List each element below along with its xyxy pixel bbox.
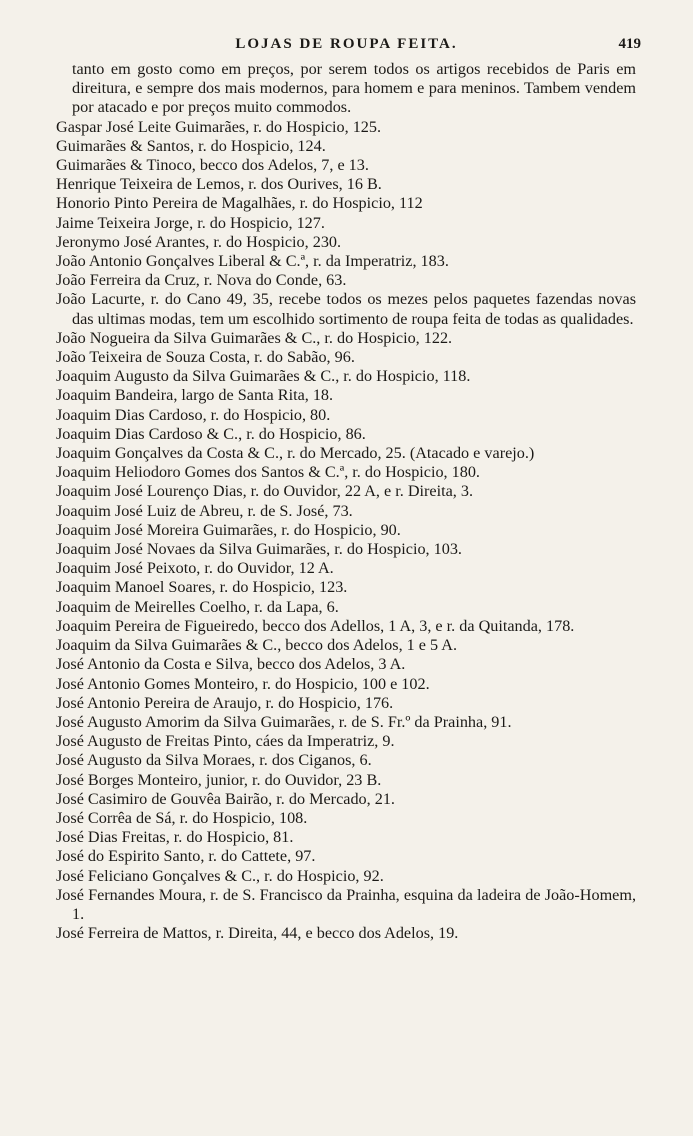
- list-item: João Antonio Gonçalves Liberal & C.ª, r. da Imperatriz, 183.: [56, 252, 449, 271]
- list-item: Joaquim José Peixoto, r. do Ouvidor, 12 A.: [56, 559, 334, 578]
- list-item: Joaquim Heliodoro Gomes dos Santos & C.ª, r. do Hospicio, 180.: [56, 463, 480, 482]
- list-item: José Corrêa de Sá, r. do Hospicio, 108.: [56, 808, 308, 827]
- list-item: José Feliciano Gonçalves & C., r. do Hospicio, 92.: [56, 866, 384, 885]
- list-item: Joaquim de Meirelles Coelho, r. da Lapa, 6.: [56, 597, 339, 616]
- list-item: José Augusto Amorim da Silva Guimarães, r. de S. Fr.º da Prainha, 91.: [56, 712, 512, 731]
- list-item: Gaspar José Leite Guimarães, r. do Hospicio, 125.: [56, 117, 382, 136]
- list-item: José Augusto da Silva Moraes, r. dos Ciganos, 6.: [56, 751, 372, 770]
- list-item: Joaquim Dias Cardoso & C., r. do Hospicio, 86.: [56, 424, 366, 443]
- list-item: José Antonio Gomes Monteiro, r. do Hospicio, 100 e 102.: [56, 674, 430, 693]
- list-item: Guimarães & Santos, r. do Hospicio, 124.: [56, 136, 326, 155]
- list-item: Henrique Teixeira de Lemos, r. dos Ourives, 16 B.: [56, 175, 382, 194]
- list-item: João Nogueira da Silva Guimarães & C., r. do Hospicio, 122.: [56, 328, 453, 347]
- list-item: José Casimiro de Gouvêa Bairão, r. do Mercado, 21.: [56, 789, 395, 808]
- list-item: José Borges Monteiro, junior, r. do Ouvidor, 23 B.: [56, 770, 382, 789]
- list-item: Jaime Teixeira Jorge, r. do Hospicio, 127.: [56, 213, 325, 232]
- list-item: tanto em gosto como em preços, por serem todos os artigos recebidos de Paris em direitura, e sempre dos mais modernos, para homem e para meninos. Tambem vendem por atacado e por preços muito commodos.: [72, 60, 636, 117]
- list-item: Jeronymo José Arantes, r. do Hospicio, 230.: [56, 232, 342, 251]
- list-item: Joaquim Augusto da Silva Guimarães & C., r. do Hospicio, 118.: [56, 367, 471, 386]
- list-item: José Augusto de Freitas Pinto, cáes da Imperatriz, 9.: [56, 732, 395, 751]
- list-item: João Lacurte, r. do Cano 49, 35, recebe todos os mezes pelos paquetes fazendas novas das ultimas modas, tem um escolhido sortimento de roupa feita de todas as qualidades.: [56, 290, 636, 328]
- page-header: [0, 36, 693, 58]
- list-item: José Antonio Pereira de Araujo, r. do Hospicio, 176.: [56, 693, 394, 712]
- list-item: João Teixeira de Souza Costa, r. do Sabão, 96.: [56, 348, 355, 367]
- directory-list: [56, 60, 636, 943]
- list-item: Joaquim José Novaes da Silva Guimarães, r. do Hospicio, 103.: [56, 540, 462, 559]
- list-item: Joaquim Pereira de Figueiredo, becco dos Adellos, 1 A, 3, e r. da Quitanda, 178.: [56, 616, 575, 635]
- running-title: LOJAS DE ROUPA FEITA.: [235, 36, 458, 52]
- list-item: Joaquim da Silva Guimarães & C., becco dos Adelos, 1 e 5 A.: [56, 636, 458, 655]
- list-item: Honorio Pinto Pereira de Magalhães, r. do Hospicio, 112: [56, 194, 423, 213]
- list-item: Joaquim Dias Cardoso, r. do Hospicio, 80.: [56, 405, 331, 424]
- list-item: João Ferreira da Cruz, r. Nova do Conde, 63.: [56, 271, 347, 290]
- list-item: Joaquim Manoel Soares, r. do Hospicio, 123.: [56, 578, 348, 597]
- list-item: Joaquim Bandeira, largo de Santa Rita, 18.: [56, 386, 334, 405]
- list-item: Guimarães & Tinoco, becco dos Adelos, 7, e 13.: [56, 156, 369, 175]
- list-item: José Ferreira de Mattos, r. Direita, 44, e becco dos Adelos, 19.: [56, 924, 459, 943]
- list-item: Joaquim José Moreira Guimarães, r. do Hospicio, 90.: [56, 520, 401, 539]
- list-item: Joaquim José Luiz de Abreu, r. de S. José, 73.: [56, 501, 353, 520]
- list-item: José Dias Freitas, r. do Hospicio, 81.: [56, 828, 294, 847]
- list-item: José Antonio da Costa e Silva, becco dos Adelos, 3 A.: [56, 655, 406, 674]
- list-item: Joaquim Gonçalves da Costa & C., r. do Mercado, 25. (Atacado e varejo.): [56, 444, 535, 463]
- page-number: 419: [618, 36, 641, 52]
- list-item: José do Espirito Santo, r. do Cattete, 97.: [56, 847, 316, 866]
- list-item: José Fernandes Moura, r. de S. Francisco da Prainha, esquina da ladeira de João-Homem, 1.: [56, 885, 636, 923]
- list-item: Joaquim José Lourenço Dias, r. do Ouvidor, 22 A, e r. Direita, 3.: [56, 482, 474, 501]
